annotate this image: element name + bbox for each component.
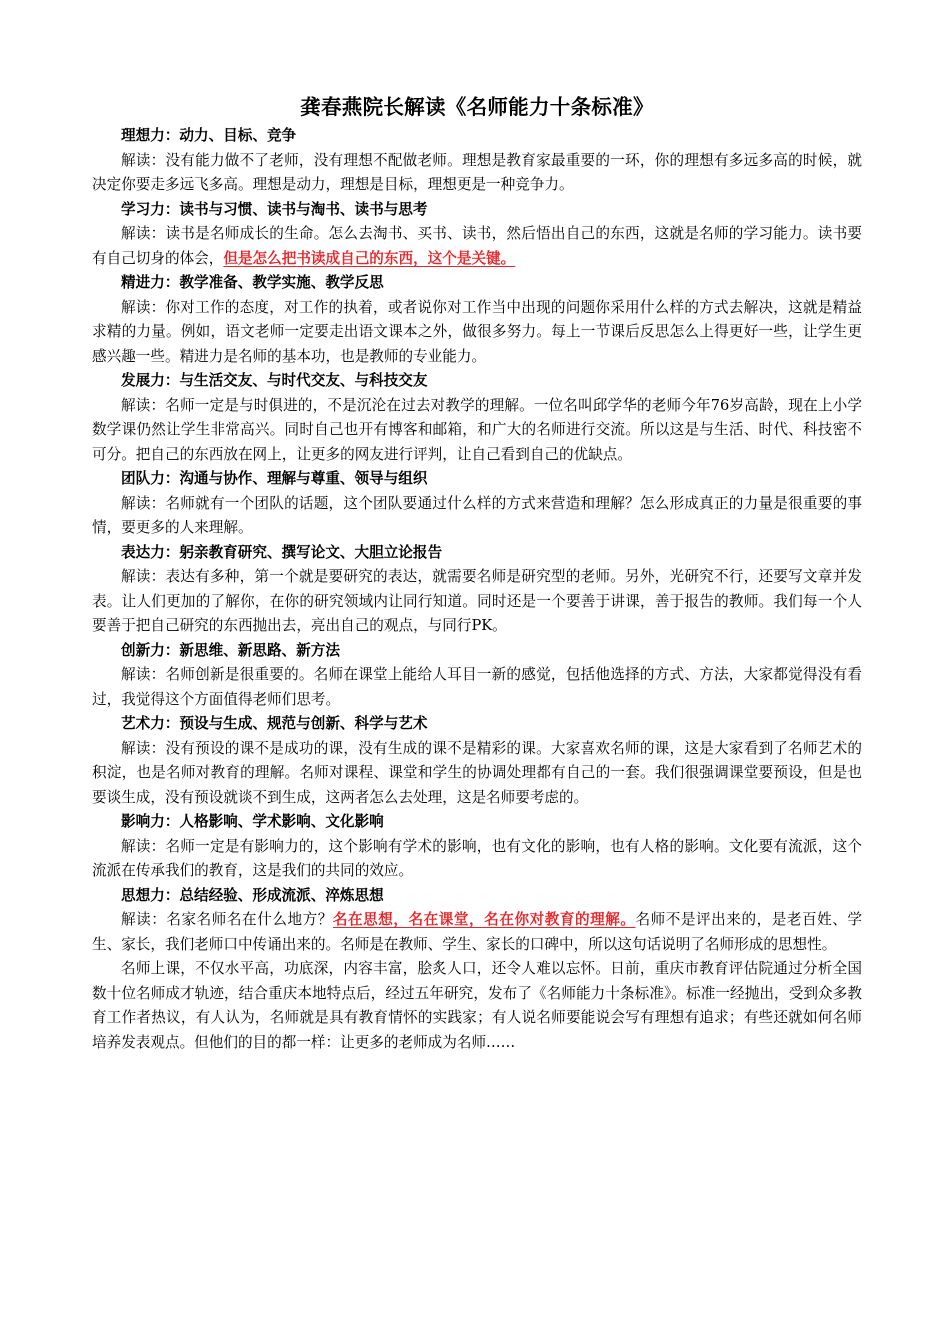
section-text: 解读：名师创新是很重要的。名师在课堂上能给人耳目一新的感觉，包括他选择的方式、方法，大家都觉得没有看过，我觉得这个方面值得老师们思考。	[92, 666, 862, 708]
section-heading: 思想力：总结经验、形成流派、淬炼思想	[121, 886, 384, 904]
section-text: 解读：没有预设的课不是成功的课，没有生成的课不是精彩的课。大家喜欢名师的课，这是大家看到了名师艺术的积淀，也是名师对教育的理解。名师对课程、课堂和学生的协调处理都有自己的一套。我们很强调课堂要预设，但是也要谈生成，没有预设就谈不到生成，这两者怎么去处理，这是名师要考虑的。	[92, 739, 862, 806]
section-heading: 精进力：教学准备、教学实施、教学反思	[121, 274, 384, 291]
section-text: 解读：名师就有一个团队的话题，这个团队要通过什么样的方式来营造和理解？怎么形成真正的力量是很重要的事情，要更多的人来理解。	[92, 494, 862, 536]
section-heading: 学习力：读书与习惯、读书与淘书、读书与思考	[121, 200, 428, 218]
highlighted-text: 但是怎么把书读成自己的东西，这个是关键。	[223, 249, 516, 267]
section-heading: 团队力：沟通与协作、理解与尊重、领导与组织	[121, 470, 428, 487]
section-text: 解读：读书是名师成长的生命。怎么去淘书、买书、读书，然后悟出自己的东西，这就是名师的学习能力。读书要有自己切身的体会，但是怎么把书读成自己的东西，这个是关键。	[92, 225, 862, 267]
section-text: 解读：名家名师名在什么地方？名在思想，名在课堂，名在你对教育的理解。名师不是评出来的，是老百姓、学生、家长，我们老师口中传诵出来的。名师是在教师、学生、家长的口碑中，所以这句话说明了名师形成的思想性。	[92, 911, 862, 953]
section-text: 解读：你对工作的态度，对工作的执着，或者说你对工作当中出现的问题你采用什么样的方式去解决，这就是精益求精的力量。例如，语文老师一定要走出语文课本之外，做很多努力。每上一节课后反思怎么上得更好一些，让学生更感兴趣一些。精进力是名师的基本功，也是教师的专业能力。	[92, 298, 862, 365]
section-heading: 影响力：人格影响、学术影响、文化影响	[121, 813, 384, 830]
section-heading: 表达力：躬亲教育研究、撰写论文、大胆立论报告	[121, 543, 443, 561]
page-title: 龚春燕院长解读《名师能力十条标准》	[300, 95, 654, 119]
section-heading: 发展力：与生活交友、与时代交友、与科技交友	[121, 372, 428, 389]
document-body	[92, 92, 862, 1055]
section-heading: 艺术力：预设与生成、规范与创新、科学与艺术	[121, 715, 428, 732]
closing-paragraph: 名师上课，不仅水平高，功底深，内容丰富，脍炙人口，还令人难以忘怀。日前，重庆市教育评估院通过分析全国数十位名师成才轨迹，结合重庆本地特点后，经过五年研究，发布了《名师能力十条标准》。标准一经抛出，受到众多教育工作者热议，有人认为，名师就是具有教育情怀的实践家；有人说名师要能说会写有理想有追求；有些还就如何名师培养发表观点。但他们的目的都一样：让更多的老师成为名师……	[92, 960, 862, 1051]
section-heading: 创新力：新思维、新思路、新方法	[121, 641, 340, 659]
section-text: 解读：表达有多种，第一个就是要研究的表达，就需要名师是研究型的老师。另外，光研究不行，还要写文章并发表。让人们更加的了解你，在你的研究领域内让同行知道。同时还是一个要善于讲课，善于报告的教师。我们每一个人要善于把自己研究的东西抛出去，亮出自己的观点，与同行PK。	[92, 568, 862, 634]
section-text: 解读：名师一定是与时俱进的，不是沉沦在过去对教学的理解。一位名叫邱学华的老师今年76岁高龄，现在上小学数学课仍然让学生非常高兴。同时自己也开有博客和邮箱，和广大的名师进行交流。所以这是与生活、时代、科技密不可分。把自己的东西放在网上，让更多的网友进行评判，让自己看到自己的优缺点。	[92, 396, 862, 463]
section-text: 解读：没有能力做不了老师，没有理想不配做老师。理想是教育家最重要的一环，你的理想有多远多高的时候，就决定你要走多远飞多高。理想是动力，理想是目标，理想更是一种竞争力。	[92, 151, 862, 193]
highlighted-text: 名在思想，名在课堂，名在你对教育的理解。	[332, 911, 636, 928]
section-text: 解读：名师一定是有影响力的，这个影响有学术的影响，也有文化的影响，也有人格的影响。文化要有流派，这个流派在传承我们的教育，这是我们的共同的效应。	[92, 837, 862, 879]
section-heading: 理想力：动力、目标、竞争	[121, 127, 297, 144]
